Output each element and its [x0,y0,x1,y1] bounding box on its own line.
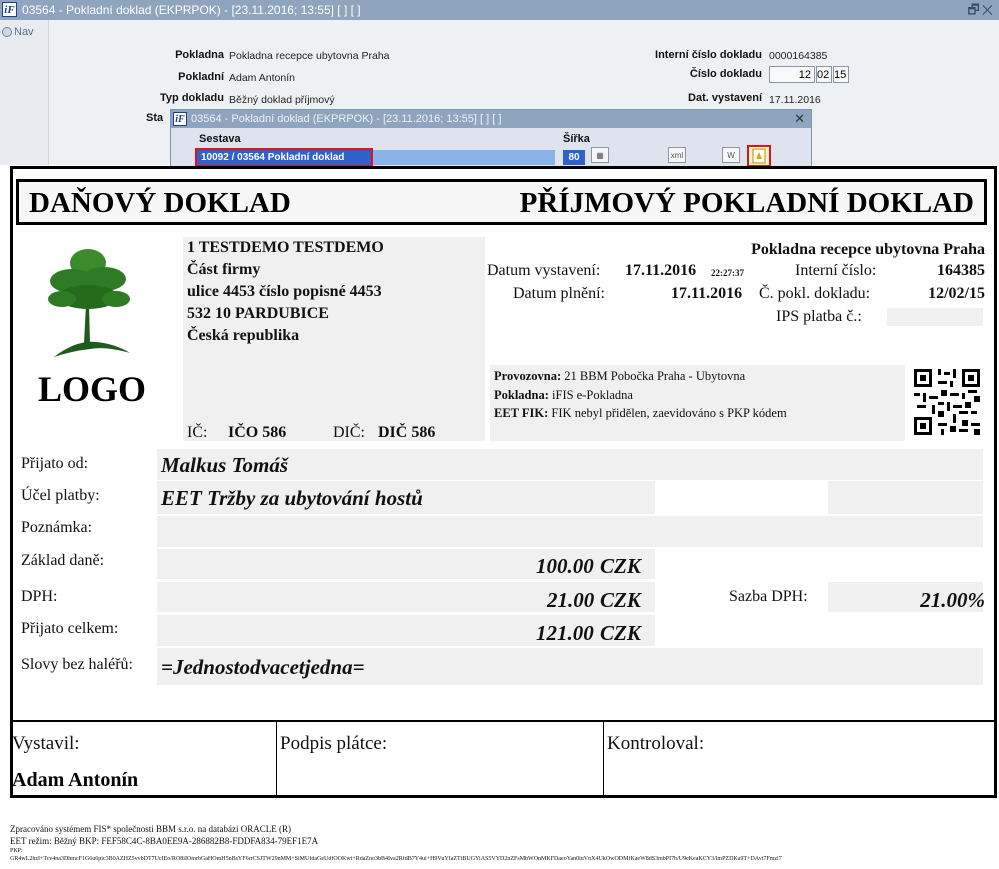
ic-value: IČO 586 [228,424,287,441]
header-danovy-doklad: DAŇOVÝ DOKLAD [29,187,291,219]
company-line3: ulice 4453 číslo popisné 4453 [187,283,382,300]
footer-line3: PKP: [10,848,23,854]
ips-label: IPS platba č.: [776,308,862,325]
datum-plneni-label: Datum plnění: [513,285,605,302]
grid-icon[interactable]: ▦ [591,147,609,163]
ucel-bg-right [828,481,983,514]
slovy-label: Slovy bez haléřů: [21,656,133,673]
document-header [16,179,987,225]
app-icon: iF [2,2,17,17]
provozovna-value: 21 BBM Pobočka Praha - Ubytovna [564,369,746,383]
logo-text: LOGO [38,369,147,409]
vystavil-value: Adam Antonín [12,769,139,791]
dph-currency: CZK [600,588,641,612]
prijato-od-label: Přijato od: [21,455,89,472]
ic-label: IČ: [187,424,208,441]
sazba-label: Sazba DPH: [729,588,808,605]
eet-fik-value: FIK nebyl přidělen, zaevidováno s PKP kódem [551,406,787,420]
footer-line2: EET režim: Běžný BKP: FEF58C4C-8BA0EE9A-286882B8-FDDFA834-79EF1E7A [10,836,319,846]
footer-line4: GR4wL2hzI+Tcv4na3DhmcF1G6u6pic3B0AZHZ5vvbDT7UcIEo/RO8iIOmrbGaHOmH5nBsYF6rrCSJTW29nMM+SiMUfdaGeUdfOOKwt+RdaZno3bB4Iva2RfdB7Y4ui+H9VuYIaZTtBUGYiAS5VYD2nZFsMbWOnMKFDaeoYan0iuVnX4UkOwODMfKaeW8dS3mbPI7b/U9eKeaKCY3/lmPZDKa9T+DAvt7Fmzl7 [10,856,782,862]
stav-label: Sta [146,112,164,124]
nav-label: Nav [14,26,34,38]
company-line1: 1 TESTDEMO TESTDEMO [187,239,384,256]
vystavil-label: Vystavil: [12,733,80,754]
eet-pokladna-value: iFIS e-Pokladna [552,388,633,402]
ucel-value: EET Tržby za ubytování hostů [161,486,423,510]
dic-value: DIČ 586 [378,424,436,441]
interni-cislo-label: Interní číslo dokladu [655,49,762,61]
left-panel [0,20,49,165]
sirka-field[interactable]: 80 [563,150,585,165]
dat-vystaveni-field[interactable]: 17.11.2016 [769,94,821,106]
prijato-od-value: Malkus Tomáš [161,453,289,477]
print-dialog-title: 03564 - Pokladní doklad (EKPRPOK) - [23.11.2016; 13:55] [ ] [ ] [191,113,502,125]
qr-code-icon [911,366,983,438]
typ-dokladu-field[interactable]: Běžný doklad příjmový [229,94,335,106]
close-icon[interactable]: ✕ [794,111,805,126]
datum-vystaveni-value: 17.11.2016 [625,262,697,279]
company-line2: Část firmy [187,261,261,278]
xml-export-icon[interactable]: xml [668,147,686,163]
signature-separator-2 [603,720,604,795]
tree-logo-icon [46,245,132,361]
eet-fik-label: EET FIK: [494,406,549,420]
footer-line1: Zpracováno systémem FIS* společnosti BBM s.r.o. na databázi ORACLE (R) [10,824,291,834]
dat-vystaveni-label: Dat. vystavení [688,92,762,104]
print-dialog-title-bar [171,110,811,128]
sazba-value: 21.00% [920,588,985,612]
pokladni-field[interactable]: Adam Antonín [229,72,295,84]
zaklad-label: Základ daně: [21,552,105,569]
eet-pokladna-label: Pokladna: [494,388,549,402]
window-title: 03564 - Pokladní doklad (EKPRPOK) - [23.11.2016; 13:55] [ ] [ ] [22,3,361,17]
cpokl-value: 12/02/15 [928,285,985,302]
dph-value: 21.00 [547,588,595,612]
signature-separator-1 [276,720,277,795]
word-export-icon[interactable]: W [722,147,740,163]
company-line5: Česká republika [187,327,300,344]
interni-value: 164385 [937,262,985,279]
sestava-label: Sestava [199,133,241,145]
window-title-bar [0,0,999,20]
poznamka-label: Poznámka: [21,519,93,536]
slovy-value: =Jednostodvacetjedna= [161,655,365,679]
poznamka-bg [157,516,983,547]
signature-divider [10,720,997,722]
datum-vystaveni-time: 22:27:37 [711,268,744,278]
datum-vystaveni-label: Datum vystavení: [487,262,601,279]
interni-label: Interní číslo: [795,262,877,279]
typ-dokladu-label: Typ dokladu [160,92,224,104]
kontroloval-label: Kontroloval: [607,733,705,754]
window-controls[interactable]: 🗗✕ [967,2,995,17]
nav-button[interactable] [2,26,34,38]
company-line4: 532 10 PARDUBICE [187,305,329,322]
zaklad-currency: CZK [600,554,641,578]
ips-value-box [887,308,983,326]
pokladna-field[interactable]: Pokladna recepce ubytovna Praha [229,50,390,62]
cislo-dokladu-label: Číslo dokladu [689,68,762,80]
pokladni-label: Pokladní [178,71,224,83]
celkem-currency: CZK [600,621,641,645]
interni-cislo-field[interactable]: 0000164385 [769,50,828,62]
cislo-dokladu-part3[interactable]: 15 [833,66,849,83]
dialog-app-icon: iF [173,112,187,126]
nav-radio-icon [2,27,12,37]
cislo-dokladu-part2[interactable]: 02 [816,66,832,83]
celkem-label: Přijato celkem: [21,620,119,637]
pdf-export-icon[interactable] [747,145,771,167]
dph-label: DPH: [21,588,58,605]
sirka-label: Šířka [563,133,590,145]
datum-plneni-value: 17.11.2016 [671,285,743,302]
ucel-label: Účel platby: [21,487,100,504]
celkem-value: 121.00 [536,621,594,645]
pokladna-label: Pokladna [175,49,224,61]
cpokl-label: Č. pokl. dokladu: [759,285,871,302]
header-prijmovy-doklad: PŘÍJMOVÝ POKLADNÍ DOKLAD [519,187,974,219]
provozovna-label: Provozovna: [494,369,562,383]
cislo-dokladu-part1[interactable]: 12 [769,66,815,83]
sestava-selected-item[interactable]: 10092 / 03564 Pokladní doklad [195,148,373,167]
zaklad-value: 100.00 [536,554,594,578]
podpis-label: Podpis plátce: [280,733,388,754]
pokladna-name: Pokladna recepce ubytovna Praha [751,241,985,258]
dic-label: DIČ: [333,424,365,441]
